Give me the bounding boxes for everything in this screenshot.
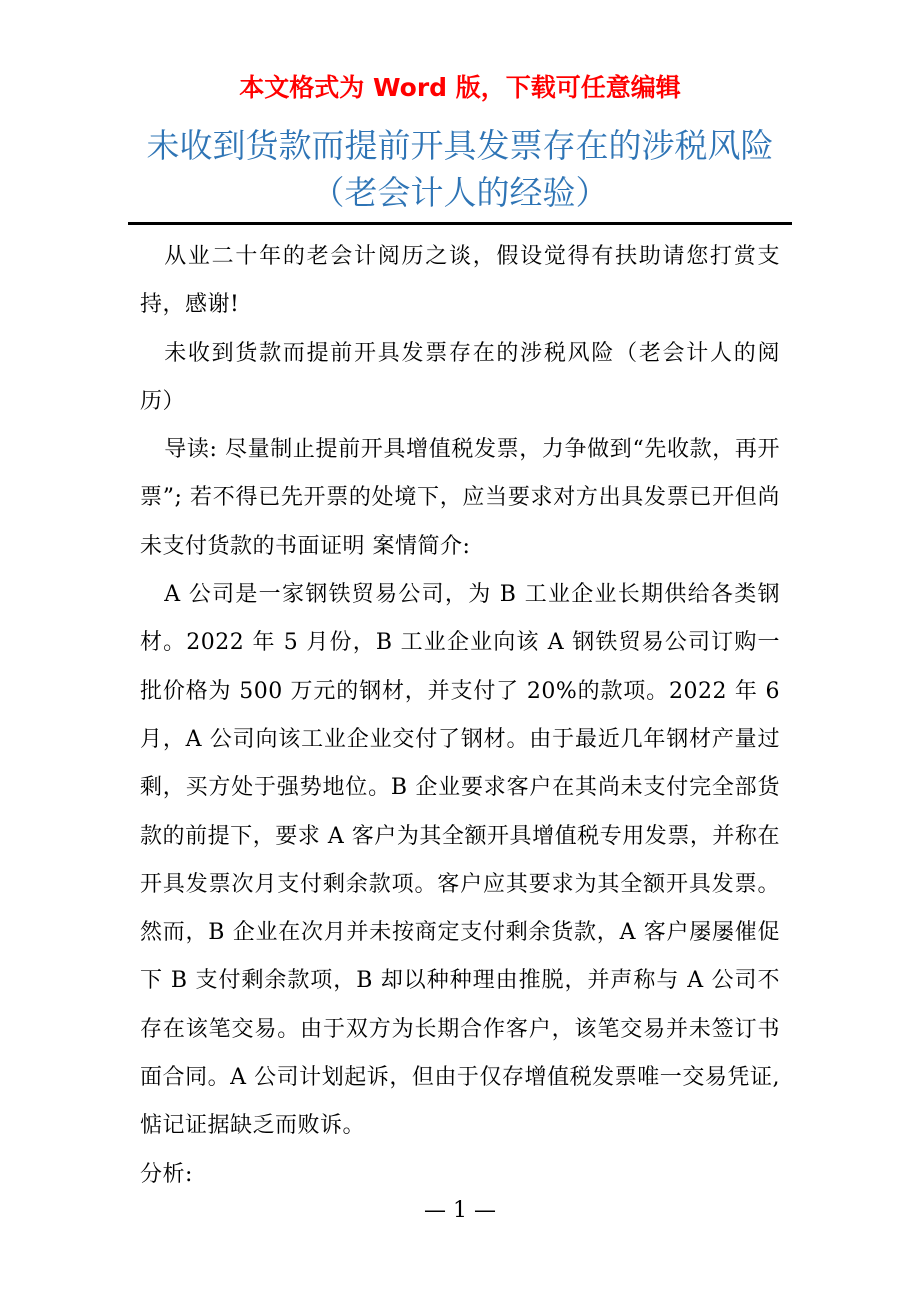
paragraph-guide: 导读: 尽量制止提前开具增值税发票，力争做到“先收款，再开票”; 若不得已先开票的处境下，应当要求对方出具发票已开但尚未支付货款的书面证明 案情简介:	[140, 437, 780, 559]
title-divider	[128, 222, 792, 225]
paragraph-subtitle: 未收到货款而提前开具发票存在的涉税风险（老会计人的阅历）	[140, 340, 780, 414]
edit-notice-banner: 本文格式为 Word 版，下载可任意编辑	[239, 73, 681, 102]
page-number: — 1 —	[424, 1198, 496, 1223]
document-title: 未收到货款而提前开具发票存在的涉税风险（老会计人的经验）	[146, 126, 774, 212]
paragraph-intro: 从业二十年的老会计阅历之谈，假设觉得有扶助请您打赏支持，感谢!	[140, 244, 780, 318]
document-body	[140, 233, 780, 1199]
paragraph-case: A 公司是一家钢铁贸易公司，为 B 工业企业长期供给各类钢材。2022 年 5 月份，B 工业企业向该 A 钢铁贸易公司订购一批价格为 500 万元的钢材，并支付了 20%的款项。2022 年 6 月，A 公司向该工业企业交付了钢材。由于最近几年钢材产量过剩，买方处于强势地位。B 企业要求客户在其尚未支付完全部货款的前提下，要求 A 客户为其全额开具增值税专用发票，并称在开具发票次月支付剩余款项。客户应其要求为其全额开具发票。然而，B 企业在次月并未按商定支付剩余货款，A 客户屡屡催促下 B 支付剩余款项，B 却以种种理由推脱，并声称与 A 公司不存在该笔交易。由于双方为长期合作客户，该笔交易并未签订书面合同。A 公司计划起诉，但由于仅存增值税发票唯一交易凭证,惦记证据缺乏而败诉。	[140, 582, 780, 1139]
paragraph-analysis-heading: 分析:	[140, 1161, 193, 1187]
